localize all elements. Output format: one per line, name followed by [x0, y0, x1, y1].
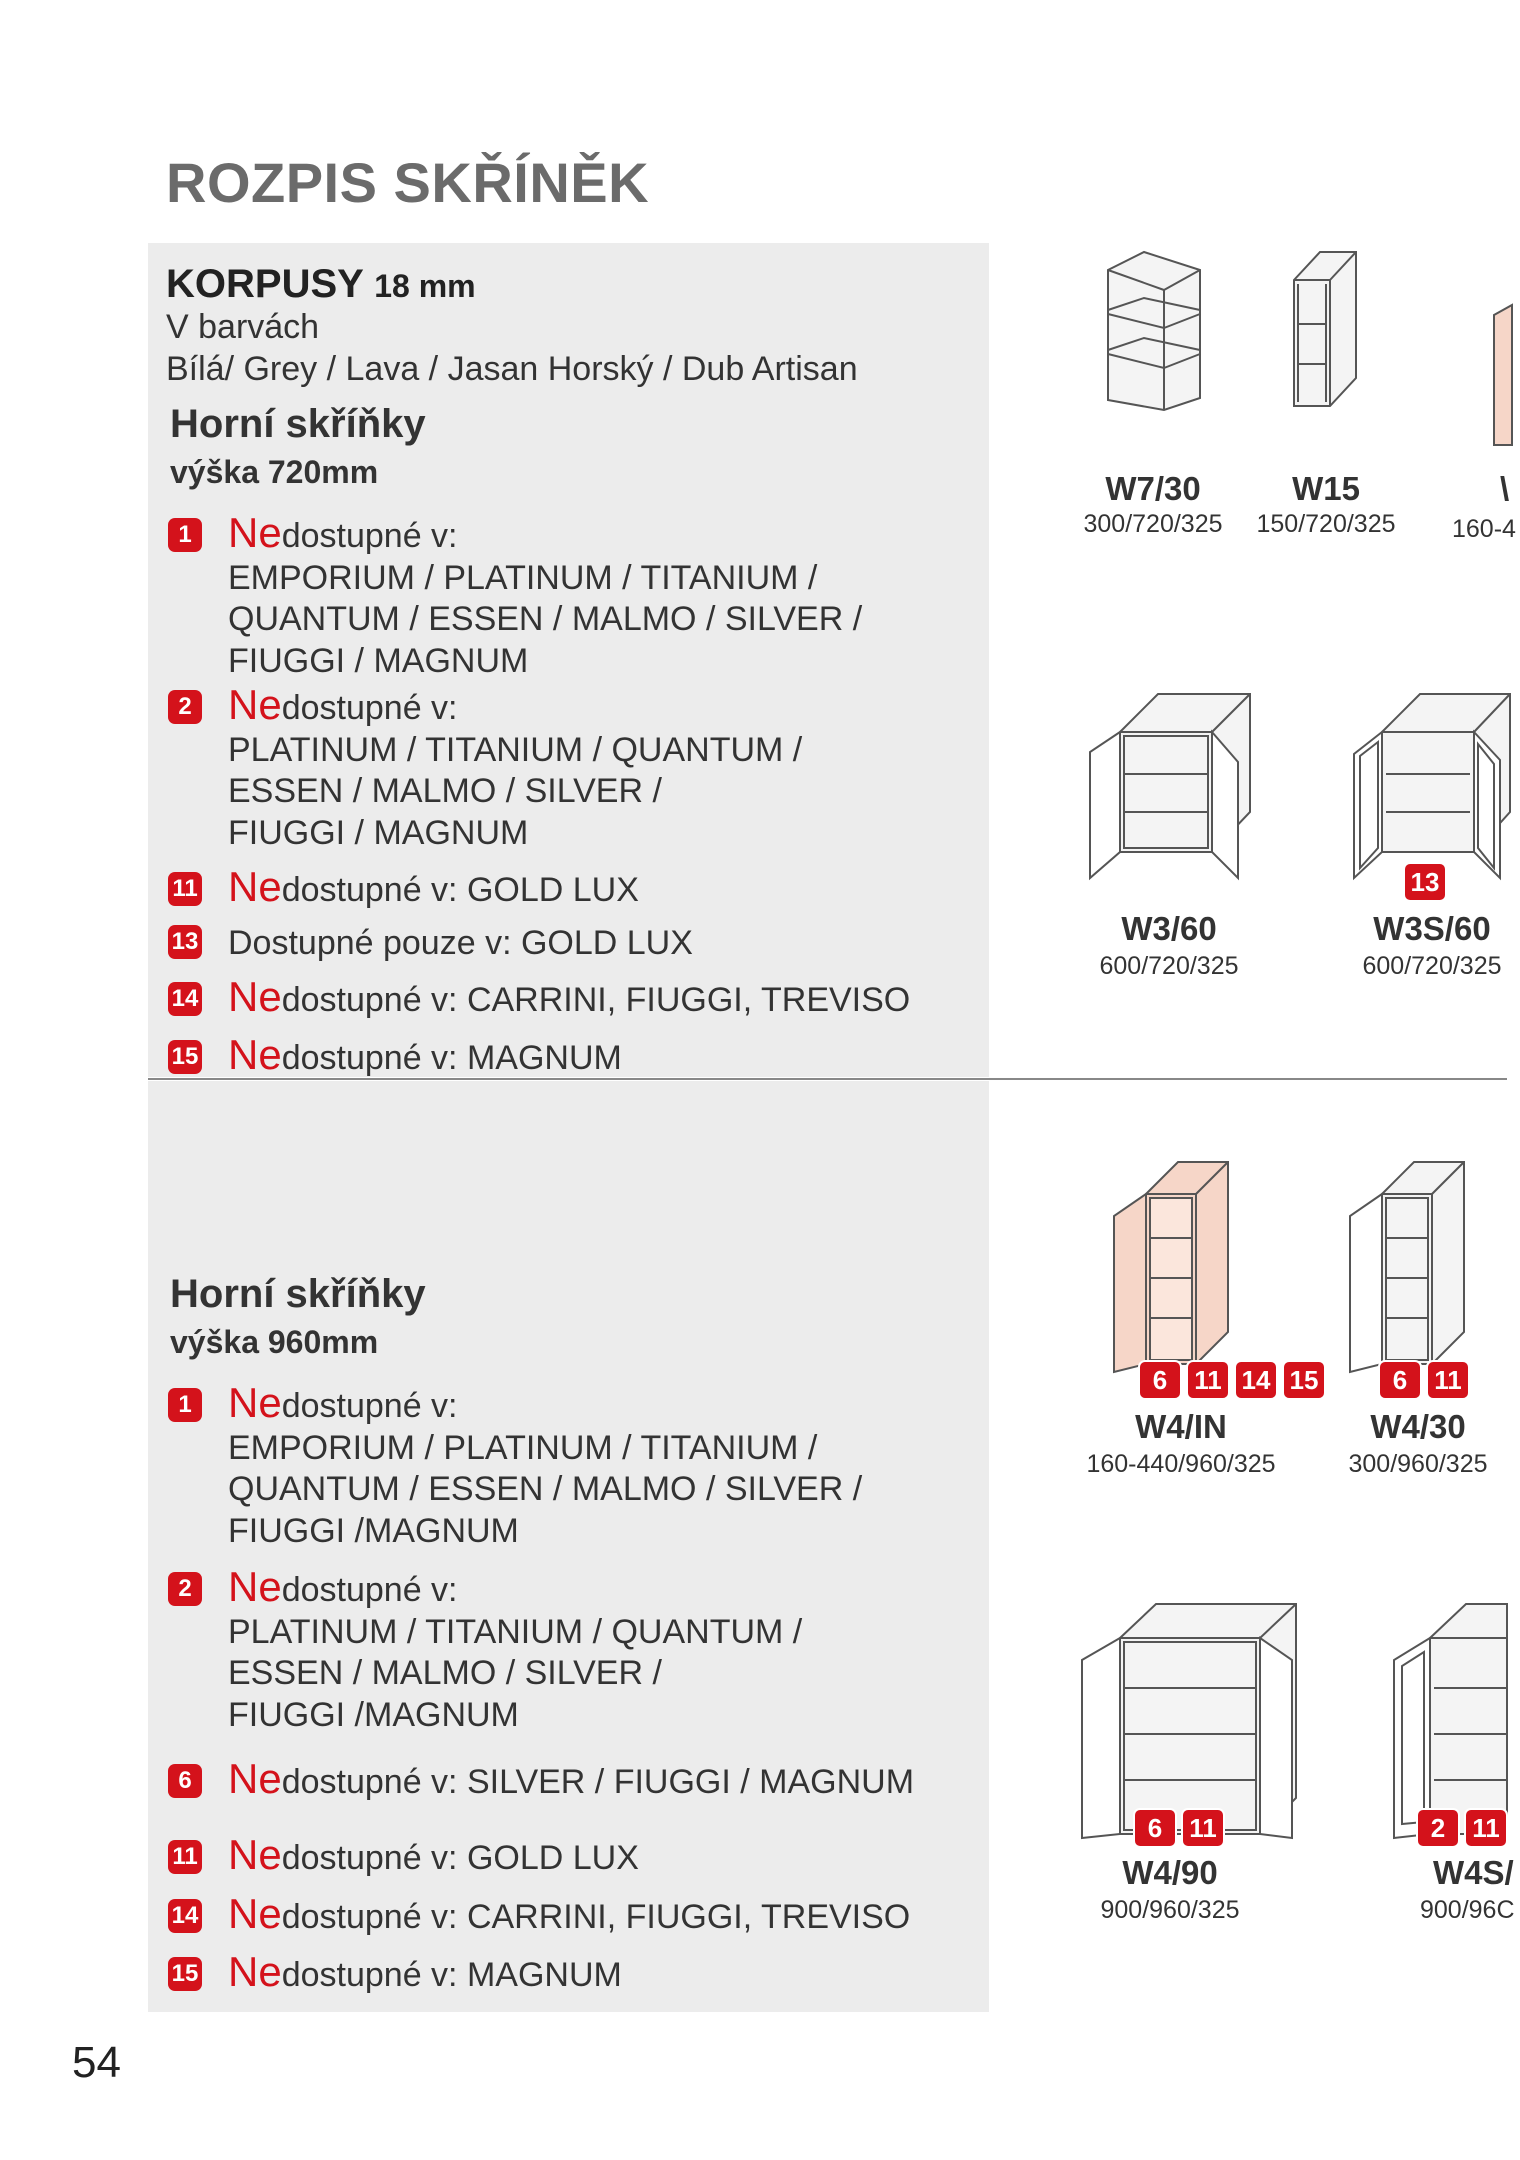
page-title: ROZPIS SKŘÍNĚK	[166, 151, 650, 214]
ne-prefix: Ne	[228, 1563, 282, 1610]
badges-w4s	[1416, 1808, 1508, 1848]
note-960-1	[168, 1379, 863, 1552]
note-720-13	[168, 919, 693, 965]
cabinet-dims-w4-30: 300/960/325	[1348, 1450, 1488, 1478]
korpusy-colors-label: V barvách	[166, 308, 320, 346]
badges-w4-30	[1378, 1360, 1470, 1400]
cabinet-drawing-w3s-60	[1350, 692, 1510, 882]
cabinet-badge: 11	[1426, 1360, 1470, 1400]
ne-prefix: Ne	[228, 1755, 282, 1802]
note-line: dostupné v: CARRINI, FIUGGI, TREVISO	[281, 981, 911, 1019]
cabinet-name-w7-30: W7/30	[1105, 470, 1201, 507]
cabinet-drawing-w15	[1290, 250, 1360, 415]
note-960-14	[168, 1890, 911, 1939]
ne-prefix: Ne	[228, 681, 282, 728]
cabinet-badge: 6	[1133, 1808, 1177, 1848]
note-badge: 11	[168, 872, 202, 906]
note-720-2	[168, 681, 803, 854]
note-line: FIUGGI / MAGNUM	[228, 813, 529, 852]
cabinet-drawing-w4-in	[1112, 1160, 1232, 1375]
note-line: QUANTUM / ESSEN / MALMO / SILVER /	[228, 1470, 863, 1508]
cabinet-badge: 6	[1378, 1360, 1422, 1400]
cabinet-dims-w3s-60: 600/720/325	[1362, 952, 1502, 980]
cabinet-dims-w3-60: 600/720/325	[1099, 952, 1239, 980]
note-line: EMPORIUM / PLATINUM / TITANIUM /	[228, 558, 818, 597]
cabinet-drawing-w3-60	[1088, 692, 1253, 882]
section-960-subtitle: výška 960mm	[170, 1324, 379, 1360]
note-line: dostupné v: GOLD LUX	[281, 871, 639, 909]
note-line: PLATINUM / TITANIUM / QUANTUM /	[228, 1612, 803, 1651]
korpusy-title: KORPUSY	[166, 262, 364, 306]
note-line: EMPORIUM / PLATINUM / TITANIUM /	[228, 1428, 818, 1467]
cabinet-dims-w7-30: 300/720/325	[1083, 510, 1223, 538]
cabinet-name-w4-30: W4/30	[1370, 1408, 1466, 1445]
note-badge: 13	[168, 925, 202, 959]
note-960-6	[168, 1755, 915, 1804]
ne-prefix: Ne	[228, 509, 282, 556]
note-line: ESSEN / MALMO / SILVER /	[228, 1654, 662, 1692]
note-960-11	[168, 1831, 639, 1880]
cabinet-drawing-w4-90	[1080, 1602, 1300, 1842]
ne-prefix: Ne	[228, 973, 282, 1020]
korpusy-heading	[166, 262, 476, 307]
cabinet-badge: 11	[1186, 1360, 1230, 1400]
ne-prefix: Ne	[228, 1890, 282, 1937]
note-line: dostupné v: MAGNUM	[281, 1956, 622, 1994]
note-720-1	[168, 509, 863, 682]
section-720-subtitle: výška 720mm	[170, 454, 379, 490]
ne-prefix: Ne	[228, 1831, 282, 1878]
note-line: ESSEN / MALMO / SILVER /	[228, 772, 662, 810]
page-number: 54	[72, 2038, 121, 2087]
cabinet-dims-w15: 150/720/325	[1256, 510, 1396, 538]
cabinet-drawing-w7-30	[1100, 250, 1210, 415]
cabinet-badge: 15	[1282, 1360, 1326, 1400]
cabinet-name-partial: \	[1500, 470, 1510, 507]
cabinet-badge: 6	[1138, 1360, 1182, 1400]
badges-w4-90	[1133, 1808, 1225, 1848]
cabinet-drawing-w4s	[1390, 1602, 1507, 1842]
ne-prefix: Ne	[228, 1379, 282, 1426]
note-line: dostupné v:	[281, 1387, 458, 1425]
note-badge: 14	[168, 1899, 202, 1933]
note-720-14	[168, 973, 911, 1022]
cabinet-dims-w4-in: 160-440/960/325	[1086, 1450, 1276, 1478]
note-720-15	[168, 1031, 622, 1080]
cabinet-badge: 11	[1464, 1808, 1508, 1848]
note-badge: 15	[168, 1957, 202, 1991]
note-badge: 11	[168, 1840, 202, 1874]
cabinet-dims-w4-90: 900/960/325	[1100, 1896, 1240, 1924]
cabinet-drawing-partial	[1492, 305, 1512, 445]
note-badge: 6	[168, 1764, 202, 1798]
cabinet-badge: 14	[1234, 1360, 1278, 1400]
cabinet-badge: 2	[1416, 1808, 1460, 1848]
note-line: dostupné v: GOLD LUX	[281, 1839, 639, 1877]
note-line: FIUGGI /MAGNUM	[228, 1695, 519, 1734]
note-badge: 1	[168, 518, 202, 552]
note-line: dostupné v:	[281, 689, 458, 727]
cabinet-badge: 13	[1403, 862, 1447, 902]
section-720-title: Horní skříňky	[170, 402, 426, 446]
cabinet-dims-w4s: 900/96C	[1420, 1896, 1515, 1924]
ne-prefix: Ne	[228, 1948, 282, 1995]
korpusy-thickness: 18 mm	[374, 268, 476, 304]
cabinet-dims-partial: 160-4	[1452, 515, 1516, 543]
note-line: dostupné v:	[281, 517, 458, 555]
note-badge: 15	[168, 1040, 202, 1074]
section-960-title: Horní skříňky	[170, 1272, 426, 1316]
badges-w4-in	[1138, 1360, 1326, 1400]
note-line: dostupné v: MAGNUM	[281, 1039, 622, 1077]
note-badge: 2	[168, 1572, 202, 1606]
cabinet-badge: 11	[1181, 1808, 1225, 1848]
badges-w3s-60	[1403, 862, 1447, 902]
cabinet-name-w4-in: W4/IN	[1135, 1408, 1227, 1445]
note-line: PLATINUM / TITANIUM / QUANTUM /	[228, 730, 803, 769]
ne-prefix: Ne	[228, 1031, 282, 1078]
note-badge: 14	[168, 982, 202, 1016]
cabinet-name-w3s-60: W3S/60	[1373, 910, 1491, 947]
note-720-11	[168, 863, 639, 912]
note-line: dostupné v: SILVER / FIUGGI / MAGNUM	[281, 1763, 915, 1801]
note-badge: 2	[168, 690, 202, 724]
note-line: FIUGGI / MAGNUM	[228, 641, 529, 680]
korpusy-colors: Bílá/ Grey / Lava / Jasan Horský / Dub Artisan	[166, 350, 858, 388]
note-badge: 1	[168, 1388, 202, 1422]
cabinet-name-w4-90: W4/90	[1122, 1854, 1218, 1891]
note-line: QUANTUM / ESSEN / MALMO / SILVER /	[228, 600, 863, 638]
note-960-15	[168, 1948, 622, 1997]
ne-prefix: Ne	[228, 863, 282, 910]
cabinet-name-w15: W15	[1292, 470, 1360, 507]
cabinet-name-w4s: W4S/	[1433, 1854, 1514, 1891]
cabinet-drawing-w4-30	[1348, 1160, 1468, 1375]
note-line: Dostupné pouze v: GOLD LUX	[228, 924, 693, 962]
cabinet-name-w3-60: W3/60	[1121, 910, 1217, 947]
note-line: FIUGGI /MAGNUM	[228, 1511, 519, 1550]
note-960-2	[168, 1563, 803, 1736]
note-line: dostupné v:	[281, 1571, 458, 1609]
note-line: dostupné v: CARRINI, FIUGGI, TREVISO	[281, 1898, 911, 1936]
